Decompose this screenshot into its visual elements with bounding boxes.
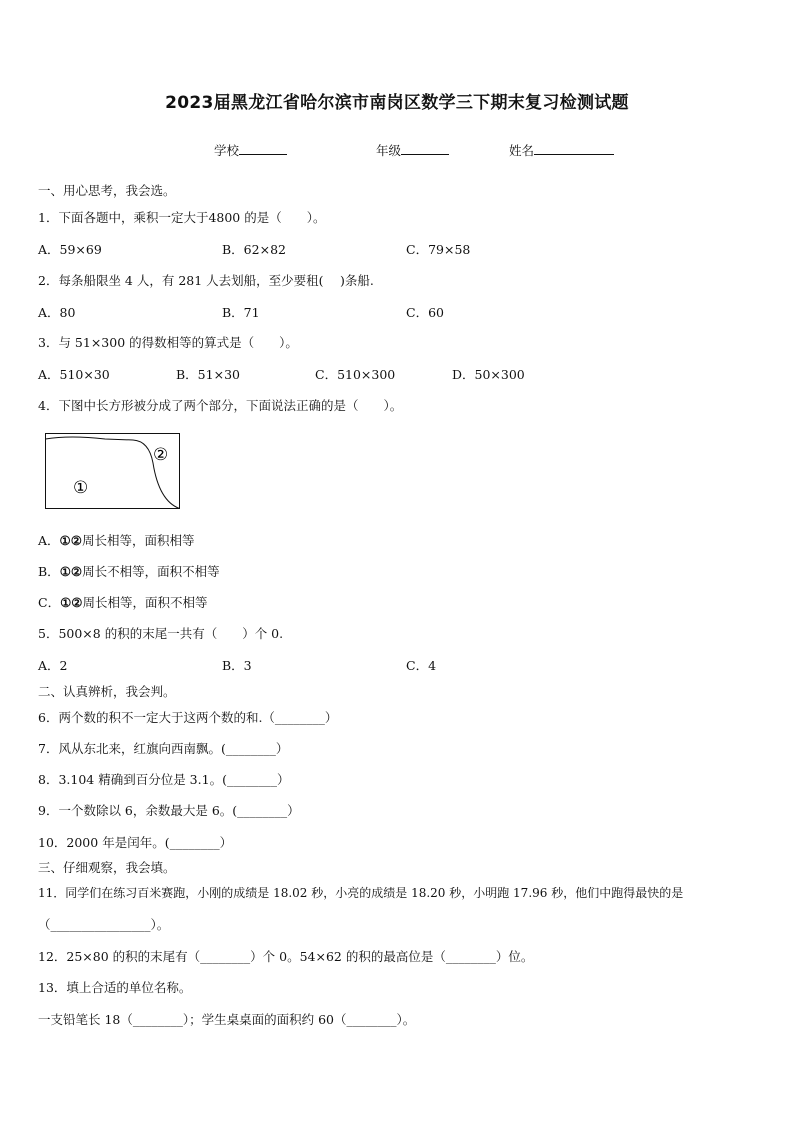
q4-option-c-marks: ①② [60, 595, 83, 610]
q2-option-c: C．60 [406, 305, 444, 320]
school-label: 学校 [214, 143, 240, 158]
question-13: 13．填上合适的单位名称。 [38, 980, 192, 995]
name-field [509, 141, 614, 159]
grade-label: 年级 [376, 143, 402, 158]
name-blank [534, 141, 614, 155]
grade-field [376, 141, 449, 159]
school-field [214, 141, 287, 159]
section-2-heading: 二、认真辨析，我会判。 [38, 684, 176, 699]
q5-option-c: C．4 [406, 658, 437, 673]
question-8: 8．3.104 精确到百分位是 3.1。(________） [38, 772, 290, 787]
q4-option-a-text: 周长相等，面积相等 [81, 533, 195, 548]
q1-option-a: A．59×69 [38, 242, 102, 257]
q4-option-c-text: 周长相等，面积不相等 [82, 595, 208, 610]
question-7: 7．风从东北来，红旗向西南飘。(________） [38, 741, 289, 756]
question-12: 12．25×80 的积的末尾有（________）个 0。54×62 的积的最高位是（________）位。 [38, 949, 534, 964]
q4-option-b-prefix: B． [38, 564, 60, 579]
question-11-line-1: 11．同学们在练习百米赛跑，小刚的成绩是 18.02 秒，小亮的成绩是 18.20 秒，小明跑 17.96 秒，他们中跑得最快的是 [38, 886, 684, 900]
question-13-sub: 一支铅笔长 18（________）；学生桌桌面的面积约 60（________）。 [38, 1012, 416, 1027]
q4-option-a [38, 531, 194, 549]
q4-option-c [38, 593, 208, 611]
section-3-heading: 三、仔细观察，我会填。 [38, 860, 176, 875]
region-1-label: ① [73, 478, 89, 498]
region-2-label: ② [153, 445, 169, 465]
rectangle-figure [45, 433, 181, 513]
question-10: 10．2000 年是闰年。(________） [38, 835, 233, 850]
section-1-heading: 一、用心思考，我会选。 [38, 183, 176, 198]
q2-option-b: B．71 [222, 305, 260, 320]
name-label: 姓名 [509, 143, 535, 158]
q1-option-c: C．79×58 [406, 242, 471, 257]
question-6: 6．两个数的积不一定大于这两个数的和.（________） [38, 710, 338, 725]
page-title: 2023届黑龙江省哈尔滨市南岗区数学三下期末复习检测试题 [165, 93, 629, 113]
question-3: 3．与 51×300 的得数相等的算式是（ ）。 [38, 335, 298, 350]
question-1: 1．下面各题中，乘积一定大于4800 的是（ ）。 [38, 210, 326, 225]
question-2: 2．每条船限坐 4 人，有 281 人去划船，至少要租( )条船. [38, 273, 374, 288]
q5-option-b: B．3 [222, 658, 252, 673]
question-11-line-2: （________________）。 [38, 917, 170, 932]
q4-option-c-prefix: C． [38, 595, 61, 610]
q3-option-a: A．510×30 [38, 367, 110, 382]
q3-option-c: C．510×300 [315, 367, 396, 382]
q5-option-a: A．2 [38, 658, 68, 673]
question-9: 9．一个数除以 6，余数最大是 6。(________） [38, 803, 300, 818]
q4-option-a-marks: ①② [59, 533, 82, 548]
q4-option-b-marks: ①② [59, 564, 83, 579]
q4-option-b [38, 562, 220, 580]
grade-blank [401, 141, 449, 155]
q3-option-d: D．50×300 [452, 367, 525, 382]
q3-option-b: B．51×30 [176, 367, 240, 382]
q4-option-a-prefix: A． [38, 533, 60, 548]
question-5: 5．500×8 的积的末尾一共有（ ）个 0. [38, 626, 284, 641]
question-4: 4．下图中长方形被分成了两个部分，下面说法正确的是（ ）。 [38, 398, 403, 413]
q4-option-b-text: 周长不相等，面积不相等 [82, 564, 220, 579]
school-blank [239, 141, 287, 155]
q2-option-a: A．80 [38, 305, 76, 320]
q1-option-b: B．62×82 [222, 242, 286, 257]
